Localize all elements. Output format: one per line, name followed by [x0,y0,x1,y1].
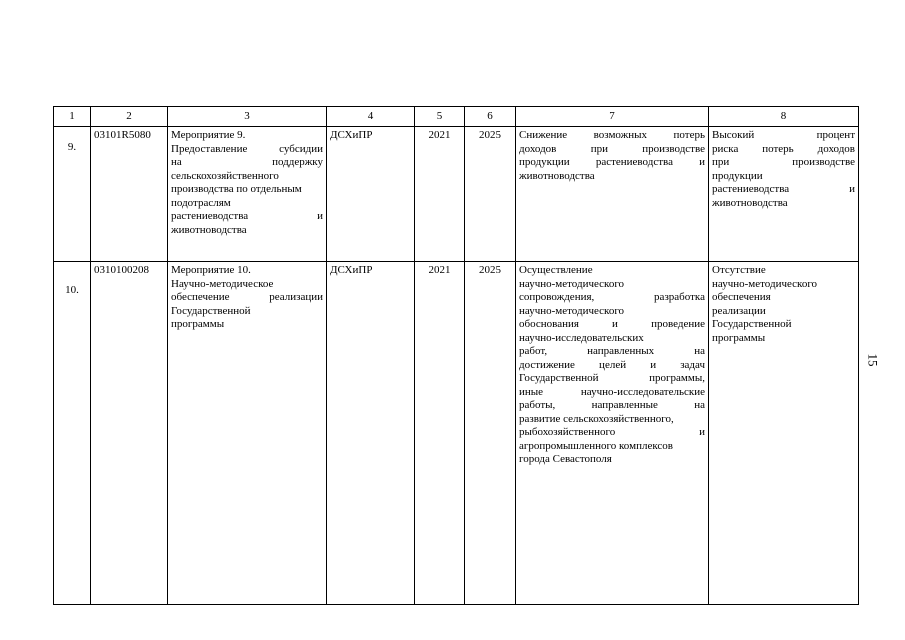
column-header: 2 [91,107,168,127]
text-line: Научно-методическое [171,277,274,290]
text-line: работы, направленные на [519,399,705,411]
text-line: продукции [712,169,763,182]
text-line: сопровождения, разработка [519,291,705,303]
text-line: Предоставление субсидии [171,142,323,155]
text-line: Государственной [171,304,251,317]
column-header: 6 [465,107,516,127]
measures-table [53,106,859,605]
row-number: 10. [54,262,91,605]
text-line: достижение целей и задач [519,358,705,371]
text-line: обоснования и проведение [519,318,705,330]
text-line: агропромышленного комплексов [519,439,673,452]
text-line: Мероприятие 10. [171,264,251,276]
executor: ДСХиПР [327,127,415,262]
text-line: работ, направленных на [519,345,705,357]
start-year: 2021 [415,262,465,605]
text-line: обеспечение реализации [171,291,323,303]
column-header: 8 [709,107,859,127]
page-number: 15 [865,353,881,367]
text-line: развитие сельскохозяйственного, [519,412,674,425]
text-line: города Севастополя [519,453,612,465]
text-line: обеспечения [712,291,771,303]
header-row [54,107,859,127]
text-line: при производстве [712,156,855,168]
text-line: животноводства [712,196,788,209]
end-year: 2025 [465,262,516,605]
row-number: 9. [54,127,91,262]
text-line: иные научно-исследовательские [519,385,705,398]
text-line: Государственной программы, [519,372,705,384]
column-header: 3 [168,107,327,127]
text-line: производства по отдельным [171,183,302,195]
column-header: 7 [516,107,709,127]
text-line: реализации [712,304,766,317]
column-header: 5 [415,107,465,127]
text-line: продукции растениеводства и [519,156,705,168]
text-line: Высокий процент [712,129,855,141]
text-line: программы [171,318,225,330]
text-line: Отсутствие [712,264,766,276]
table-row [54,127,859,262]
budget-code: 0310100208 [91,262,168,605]
text-line: Государственной [712,318,792,330]
text-line: рыбохозяйственного и [519,426,705,438]
text-line: Осуществление [519,264,593,276]
column-header: 1 [54,107,91,127]
text-line: сельскохозяйственного [171,169,279,182]
text-line: научно-исследовательских [519,331,644,344]
executor: ДСХиПР [327,262,415,605]
text-line: программы [712,331,766,344]
text-line: животноводства [171,223,247,236]
text-line: научно-методического [519,277,625,290]
expected-result [516,127,709,262]
expected-result [516,262,709,605]
text-line: растениеводства и [712,183,855,195]
budget-code: 03101R5080 [91,127,168,262]
start-year: 2021 [415,127,465,262]
text-line: Снижение возможных потерь [519,129,705,141]
text-line: на поддержку [171,156,323,168]
event-description [168,262,327,605]
column-header: 4 [327,107,415,127]
text-line: подотраслям [171,196,231,209]
text-line: Мероприятие 9. [171,129,246,141]
event-description [168,127,327,262]
non-implementation-consequences [709,127,859,262]
end-year: 2025 [465,127,516,262]
text-line: научно-методического [712,277,818,290]
table-row [54,262,859,605]
text-line: риска потерь доходов [712,142,855,155]
text-line: доходов при производстве [519,142,705,155]
non-implementation-consequences [709,262,859,605]
text-line: научно-методического [519,304,625,317]
text-line: животноводства [519,169,595,182]
text-line: растениеводства и [171,210,323,222]
